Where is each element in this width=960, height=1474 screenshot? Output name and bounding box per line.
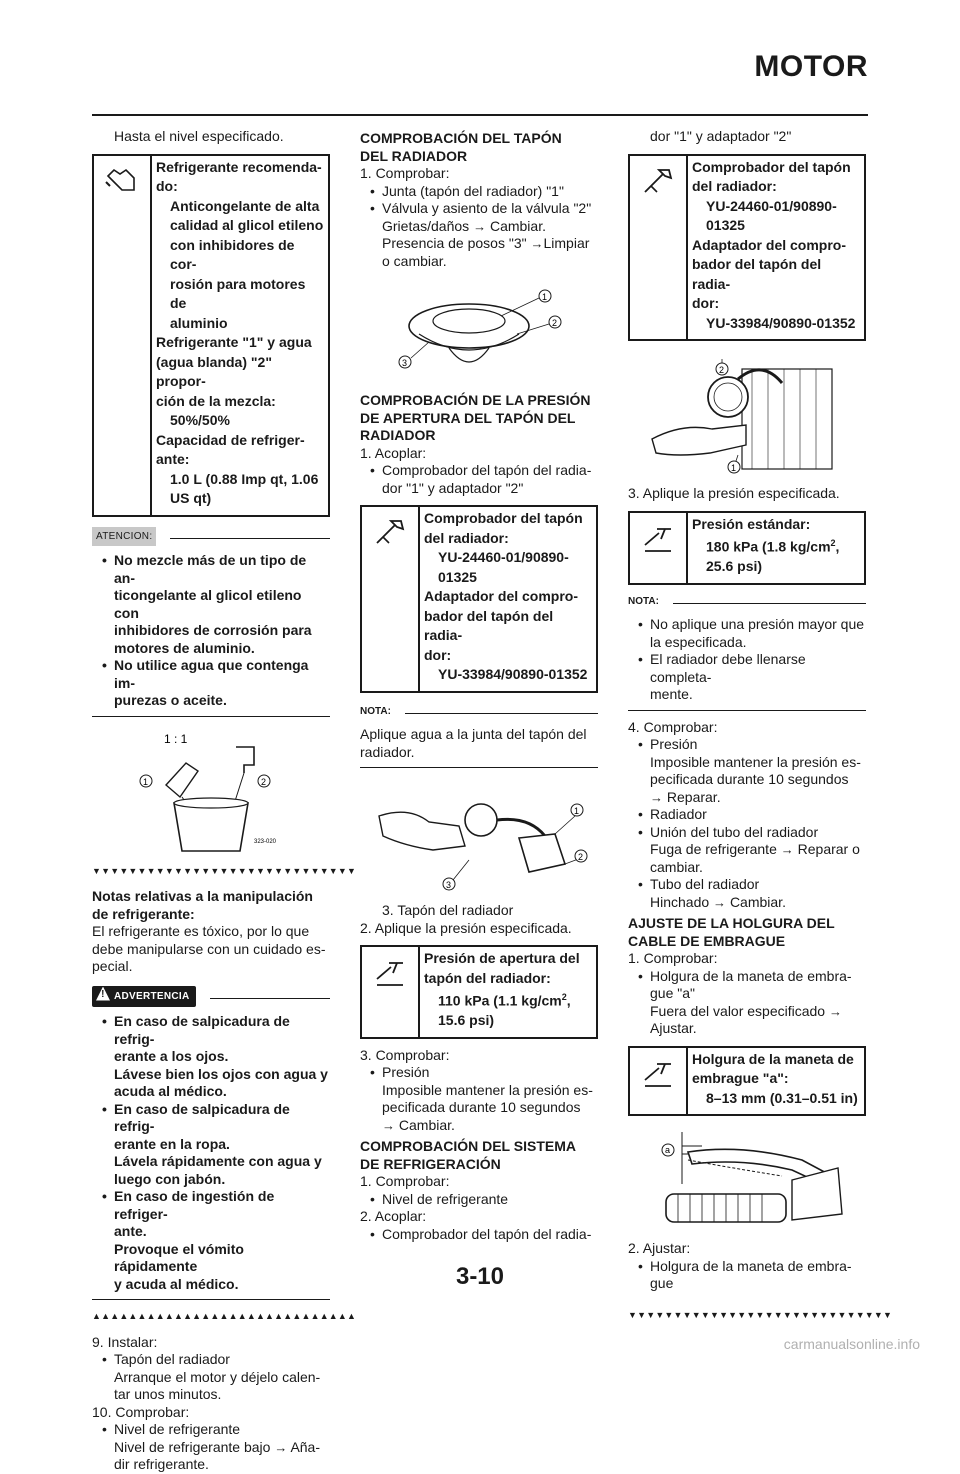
arrow-icon: → <box>530 236 544 251</box>
fluid-bottle-icon <box>94 156 152 515</box>
spec-line: YU-24460-01/90890- <box>438 549 569 565</box>
warning-line: Lávese bien los ojos con agua y <box>114 1065 328 1082</box>
header-rule <box>92 114 868 116</box>
note-text: Aplique agua a la junta del tapón del <box>360 726 587 742</box>
step-text: Reparar. <box>666 788 721 805</box>
step-text: o cambiar. <box>382 252 447 269</box>
spec-line: US qt) <box>170 490 212 506</box>
step: 1. Comprobar: <box>628 950 718 967</box>
section-heading: AJUSTE DE LA HOLGURA DEL <box>628 915 835 932</box>
note-text: • El radiador debe llenarse completa- <box>628 651 866 686</box>
spec-box-coolant <box>92 154 330 517</box>
callout: 2 <box>552 318 558 328</box>
spec-box-opening-pressure <box>360 945 598 1039</box>
tool-wrench-icon <box>630 156 688 340</box>
spec-line: dor: <box>692 295 720 311</box>
figure-caption: 3. Tapón del radiador <box>382 902 514 918</box>
warning-line: inhibidores de corrosión para <box>114 622 312 638</box>
step-text: Grietas/daños <box>382 217 470 234</box>
step-text: Cambiar. <box>729 893 786 910</box>
warning-line: purezas o aceite. <box>114 692 227 708</box>
spec-line: 180 kPa (1.8 kg/cm <box>706 538 831 555</box>
spec-line: , <box>835 538 840 555</box>
step-item: • Comprobador del tapón del radia- <box>360 1226 598 1244</box>
note-text: • No aplique una presión mayor que <box>628 616 866 634</box>
warning-line: luego con jabón. <box>114 1170 226 1187</box>
step: 1. Comprobar: <box>360 1173 450 1190</box>
notes-text: debe manipularse con un cuidado es- <box>92 940 326 957</box>
spec-box-tester <box>360 505 598 693</box>
note-text: mente. <box>650 686 693 703</box>
step-item: • Junta (tapón del radiador) "1" <box>360 183 598 201</box>
spec-line: (agua blanda) "2" propor- <box>156 353 272 389</box>
arrow-icon: → <box>829 1003 842 1019</box>
spec-line: 01325 <box>706 217 745 233</box>
watermark-link[interactable]: carmanualsonline.info <box>783 1336 920 1352</box>
callout: 2 <box>719 365 725 375</box>
step-text: Presencia de posos "3" <box>382 235 527 251</box>
superscript: 2 <box>830 538 836 548</box>
step-item: • Nivel de refrigerante <box>92 1421 330 1439</box>
spec-line: 110 kPa (1.1 kg/cm <box>438 992 562 1009</box>
arrow-icon: → <box>650 789 663 805</box>
spec-line: 25.6 psi) <box>706 558 763 575</box>
section-heading: COMPROBACIÓN DEL TAPÓN <box>360 130 562 146</box>
step-text: pecificada durante 10 segundos <box>650 771 849 788</box>
step: 3. Comprobar: <box>360 1046 450 1063</box>
spec-line: ción de la mezcla: <box>156 392 276 409</box>
callout: 1 <box>143 776 149 787</box>
atencion-label: ATENCION: <box>92 527 156 547</box>
spec-line: Anticongelante de alta <box>170 197 320 214</box>
section-heading: DEL RADIADOR <box>360 147 468 164</box>
radiator-cap-illustration <box>389 276 569 386</box>
warning-line: erante en la ropa. <box>114 1135 230 1152</box>
page-title: MOTOR <box>754 50 868 83</box>
spec-line: YU-24460-01/90890- <box>706 197 837 214</box>
clutch-lever-illustration <box>642 1124 852 1234</box>
spec-line: Refrigerante "1" y agua <box>156 334 312 350</box>
spec-line: Presión de apertura del <box>424 950 580 966</box>
notes-heading: de refrigerante: <box>92 905 195 922</box>
arrow-icon: → <box>713 894 727 910</box>
spec-line: tapón del radiador: <box>424 969 551 986</box>
section-end-marker: ▼▼▼▼▼▼▼▼▼▼▼▼▼▼▼▼▼▼▼▼▼▼▼▼▼▼▼▼▼ <box>628 1309 893 1320</box>
divider <box>405 713 598 714</box>
figure-code: 323-020 <box>254 838 277 845</box>
section-heading: COMPROBACIÓN DEL SISTEMA <box>360 1138 576 1155</box>
section-start-marker: ▼▼▼▼▼▼▼▼▼▼▼▼▼▼▼▼▼▼▼▼▼▼▼▼▼▼▼▼▼ <box>92 865 357 876</box>
arrow-icon: → <box>473 218 487 234</box>
step: 1. Comprobar: <box>360 165 450 181</box>
section-heading: RADIADOR <box>360 427 436 443</box>
notes-heading: Notas relativas a la manipulación <box>92 888 313 904</box>
step-item: • Presión <box>628 736 866 754</box>
callout: 1 <box>542 292 548 302</box>
spec-line: , <box>566 992 571 1009</box>
warning-line: y acuda al médico. <box>114 1275 239 1292</box>
step-text: cambiar. <box>650 858 703 875</box>
step-text: Fuera del valor especificado <box>650 1002 826 1019</box>
divider <box>210 998 330 999</box>
nota-header <box>628 593 866 611</box>
warning-line: acuda al médico. <box>114 1083 227 1099</box>
spec-line: del radiador: <box>424 529 509 546</box>
step-text: Limpiar <box>543 235 590 251</box>
step-text: Imposible mantener la presión es- <box>382 1081 593 1098</box>
step-item: • Comprobador del tapón del radia- <box>360 462 598 480</box>
ratio-label: 1 : 1 <box>164 731 188 746</box>
step-text: Cambiar. <box>398 1116 455 1133</box>
page-number: 3-10 <box>455 1263 505 1290</box>
gauge-wrench-icon <box>630 513 688 583</box>
callout: 1 <box>574 806 580 816</box>
step-text: Ajustar. <box>650 1020 697 1037</box>
warning-line: • En caso de salpicadura de refrig- <box>92 1013 330 1048</box>
warning-line: Lávela rápidamente con agua y <box>114 1153 322 1169</box>
column-2 <box>360 128 598 1243</box>
spec-line: Adaptador del compro- <box>424 588 579 604</box>
cap-tester-illustration <box>369 776 589 896</box>
section-end-marker: ▲▲▲▲▲▲▲▲▲▲▲▲▲▲▲▲▲▲▲▲▲▲▲▲▲▲▲▲▲ <box>92 1311 357 1321</box>
step-text: Reparar o <box>797 841 860 858</box>
spec-line: 01325 <box>438 568 477 585</box>
callout: 2 <box>578 852 584 862</box>
step-text: Arranque el motor y déjelo calen- <box>114 1368 321 1385</box>
warning-line: • En caso de salpicadura de refrig- <box>92 1101 330 1136</box>
step-text: Nivel de refrigerante bajo <box>114 1438 271 1455</box>
step-text: gue <box>650 1275 674 1292</box>
step-text: gue "a" <box>650 985 695 1002</box>
spec-line: Capacidad de refriger- <box>156 431 305 448</box>
callout: 2 <box>261 776 267 787</box>
spec-line: rosión para motores de <box>170 275 306 311</box>
step-item: • Tubo del radiador <box>628 876 866 894</box>
spec-box-tester <box>628 154 866 342</box>
divider <box>628 710 866 711</box>
spec-line: bador del tapón del radia- <box>424 607 554 643</box>
system-tester-illustration <box>642 349 852 479</box>
tool-wrench-icon <box>362 507 420 691</box>
spec-line: bador del tapón del radia- <box>692 256 822 292</box>
warning-line: • No utilice agua que contenga im- <box>92 657 330 692</box>
step: 2. Ajustar: <box>628 1240 691 1257</box>
warning-line: • No mezcle más de un tipo de an- <box>92 552 330 587</box>
spec-line: Presión estándar: <box>692 515 811 532</box>
spec-line: YU-33984/90890-01352 <box>706 314 856 331</box>
spec-line: Adaptador del compro- <box>692 236 847 253</box>
step-item: • Presión <box>360 1064 598 1082</box>
intro-text: Hasta el nivel especificado. <box>114 128 284 144</box>
step-text: Fuga de refrigerante <box>650 841 777 858</box>
step-text: dor "1" y adaptador "2" <box>382 479 524 496</box>
divider <box>92 716 330 717</box>
step-text: Aña- <box>290 1438 321 1455</box>
note-text: la especificada. <box>650 633 747 650</box>
spec-line: aluminio <box>170 314 228 331</box>
spec-line: Holgura de la maneta de <box>692 1050 854 1067</box>
spec-line: YU-33984/90890-01352 <box>438 666 588 682</box>
gauge-wrench-icon <box>362 947 420 1037</box>
step-text: pecificada durante 10 segundos <box>382 1099 581 1116</box>
divider <box>92 1299 330 1300</box>
spec-line: dor: <box>424 646 452 663</box>
spec-line: 50%/50% <box>170 412 230 428</box>
divider <box>360 767 598 768</box>
divider <box>673 603 866 604</box>
step: 10. Comprobar: <box>92 1403 190 1420</box>
step: 3. Aplique la presión especificada. <box>628 485 840 501</box>
step: 1. Acoplar: <box>360 444 427 461</box>
spec-line: del radiador: <box>692 178 777 194</box>
advertencia-label: ! ADVERTENCIA <box>92 986 196 1008</box>
step-text: Cambiar. <box>489 217 546 234</box>
column-3 <box>628 128 893 1332</box>
warning-line: Provoque el vómito rápidamente <box>114 1240 244 1274</box>
step-item: • Holgura de la maneta de embra- <box>628 1258 866 1276</box>
spec-line: embrague "a": <box>692 1070 789 1087</box>
step: 2. Aplique la presión especificada. <box>360 919 572 936</box>
spec-line: calidad al glicol etileno <box>170 217 324 233</box>
spec-box-clutch-play <box>628 1046 866 1117</box>
step-item: • Nivel de refrigerante <box>360 1191 598 1209</box>
arrow-icon: → <box>382 1117 395 1133</box>
notes-text: El refrigerante es tóxico, por lo que <box>92 923 310 939</box>
step-text: Hinchado <box>650 893 710 910</box>
notes-text: pecial. <box>92 958 133 974</box>
warning-line: • En caso de ingestión de refriger- <box>92 1188 330 1223</box>
step: 2. Acoplar: <box>360 1208 427 1225</box>
atencion-header <box>92 527 330 547</box>
spec-line: do: <box>156 178 178 194</box>
section-heading: CABLE DE EMBRAGUE <box>628 932 786 949</box>
section-heading: DE REFRIGERACIÓN <box>360 1155 501 1172</box>
spec-line: 15.6 psi) <box>438 1012 495 1029</box>
step-item: • Tapón del radiador <box>92 1351 330 1369</box>
step-text: dir refrigerante. <box>114 1456 209 1472</box>
nota-label: NOTA: <box>628 595 659 607</box>
spec-line: ante: <box>156 451 190 467</box>
callout: 1 <box>731 463 737 473</box>
spec-line: con inhibidores de cor- <box>170 236 295 272</box>
section-heading: DE APERTURA DEL TAPÓN DEL <box>360 409 576 426</box>
arrow-icon: → <box>780 842 794 858</box>
superscript: 2 <box>561 992 567 1002</box>
gauge-wrench-icon <box>630 1048 688 1115</box>
section-heading: COMPROBACIÓN DE LA PRESIÓN <box>360 392 591 408</box>
step-item: • Holgura de la maneta de embra- <box>628 968 866 986</box>
step-item: • Radiador <box>628 806 866 824</box>
spec-line: Refrigerante recomenda- <box>156 158 322 175</box>
spec-line: Comprobador del tapón <box>424 510 583 526</box>
warning-line: erante a los ojos. <box>114 1048 229 1064</box>
step-item: • Válvula y asiento de la válvula "2" <box>360 200 598 218</box>
callout: a <box>665 1145 671 1156</box>
warning-line: motores de aluminio. <box>114 639 255 656</box>
warning-line: ticongelante al glicol etileno con <box>114 587 302 621</box>
callout: 3 <box>402 358 408 368</box>
step: 4. Comprobar: <box>628 718 718 735</box>
spec-box-standard-pressure <box>628 511 866 585</box>
coolant-mix-illustration <box>136 725 286 855</box>
spec-line: Comprobador del tapón <box>692 158 851 175</box>
nota-label: NOTA: <box>360 705 391 717</box>
divider <box>170 538 330 539</box>
arrow-icon: → <box>274 1439 288 1455</box>
step: 9. Instalar: <box>92 1333 158 1350</box>
advertencia-header <box>92 986 330 1008</box>
nota-header <box>360 703 598 721</box>
spec-line: 1.0 L (0.88 Imp qt, 1.06 <box>170 470 319 487</box>
spec-line: 8–13 mm (0.31–0.51 in) <box>706 1089 858 1106</box>
step-text: dor "1" y adaptador "2" <box>650 128 792 144</box>
step-text: tar unos minutos. <box>114 1386 222 1402</box>
step-item: • Unión del tubo del radiador <box>628 824 866 842</box>
step-text: Imposible mantener la presión es- <box>650 753 861 770</box>
warning-line: ante. <box>114 1223 147 1239</box>
note-text: radiador. <box>360 743 415 760</box>
callout: 3 <box>446 880 452 890</box>
